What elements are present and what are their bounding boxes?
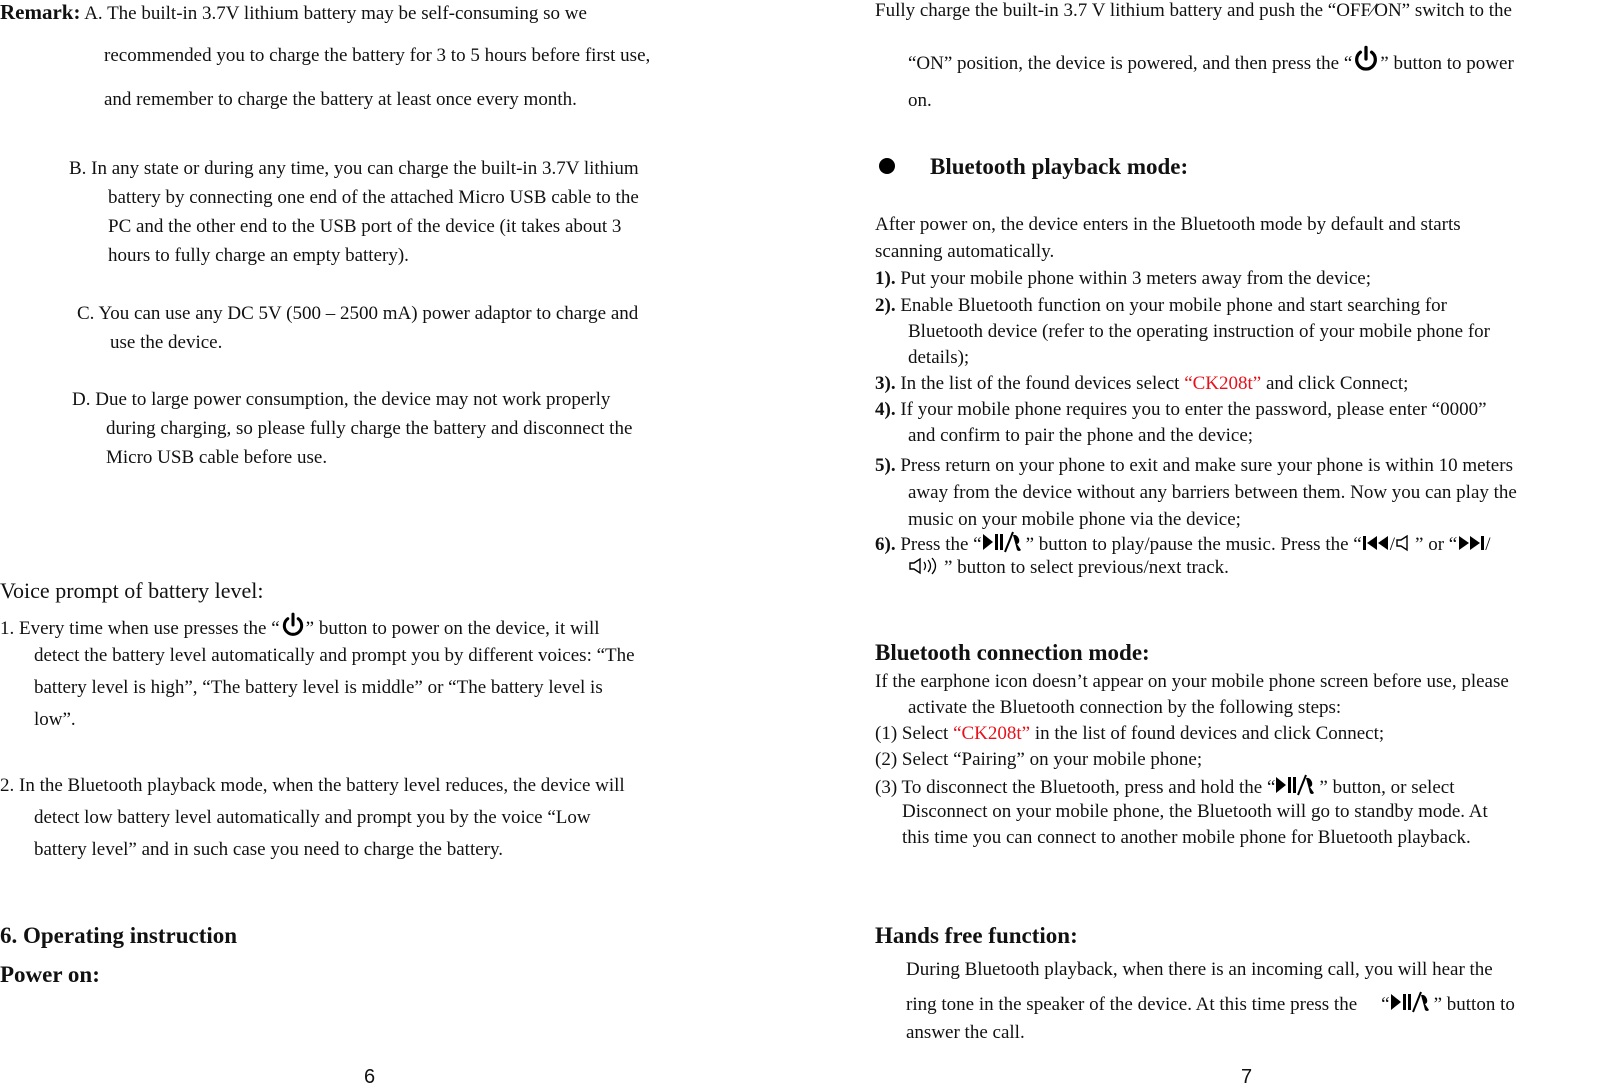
voice-prompt-heading: Voice prompt of battery level: — [0, 578, 264, 603]
previous-track-icon — [1362, 534, 1390, 552]
voice-item2-line2: detect low battery level automatically and prompt you by the voice “Low — [34, 807, 591, 828]
voice-item1-line1: 1. Every time when use presses the “ ” button to power on the device, it will — [0, 612, 600, 640]
device-name-highlight: “CK208t” — [953, 723, 1031, 744]
remark-b-line1: B. In any state or during any time, you can charge the built-in 3.7V lithium — [69, 158, 639, 179]
remark-a-line1: Remark: A. The built-in 3.7V lithium battery may be self-consuming so we — [0, 0, 587, 24]
bt-playback-heading: Bluetooth playback mode: — [930, 154, 1189, 179]
hands-free-line2: ring tone in the speaker of the device. At this time press the “ ” button to — [906, 990, 1515, 1016]
voice-item1-line2: detect the battery level automatically and prompt you by different voices: “The — [34, 645, 635, 666]
remark-label: Remark: — [0, 0, 81, 24]
next-track-icon — [1457, 534, 1485, 552]
bt-intro-line1: After power on, the device enters in the Bluetooth mode by default and starts — [875, 214, 1461, 235]
remark-b-line4: hours to fully charge an empty battery). — [108, 245, 409, 266]
remark-d-line3: Micro USB cable before use. — [106, 447, 328, 468]
conn-step-3-line2: Disconnect on your mobile phone, the Bluetooth will go to standby mode. At — [902, 801, 1488, 822]
play-pause-phone-icon — [1275, 773, 1319, 797]
conn-step-3-line3: this time you can connect to another mobile phone for Bluetooth playback. — [902, 827, 1471, 848]
power-on-heading: Power on: — [0, 962, 100, 987]
bt-step-5-line2: away from the device without any barriers between them. Now you can play the — [908, 482, 1517, 503]
bullet-dot — [879, 158, 895, 174]
remark-c-line1: C. You can use any DC 5V (500 – 2500 mA) power adaptor to charge and — [77, 303, 639, 324]
volume-down-icon — [1395, 534, 1415, 552]
voice-item2-line3: battery level” and in such case you need to charge the battery. — [34, 839, 503, 860]
bt-step-6-line2: ” button to select previous/next track. — [908, 557, 1229, 579]
bt-intro-line2: scanning automatically. — [875, 241, 1055, 262]
conn-step-2: (2) Select “Pairing” on your mobile phone; — [875, 749, 1203, 770]
remark-b-line2: battery by connecting one end of the attached Micro USB cable to the — [108, 187, 639, 208]
remark-b-line3: PC and the other end to the USB port of the device (it takes about 3 — [108, 216, 622, 237]
hands-free-line3: answer the call. — [906, 1022, 1025, 1043]
play-pause-phone-icon — [982, 530, 1026, 554]
voice-item1-line4: low”. — [34, 709, 76, 730]
bt-step-4-line1: 4). If your mobile phone requires you to enter the password, please enter “0000” — [875, 399, 1487, 420]
remark-a-line3: and remember to charge the battery at least once every month. — [104, 89, 577, 110]
remark-d-line1: D. Due to large power consumption, the device may not work properly — [72, 389, 611, 410]
conn-line1: If the earphone icon doesn’t appear on your mobile phone screen before use, please — [875, 671, 1509, 692]
bt-step-5-line1: 5). Press return on your phone to exit and make sure your phone is within 10 meters — [875, 455, 1513, 476]
conn-step-1: (1) Select “CK208t” in the list of found devices and click Connect; — [875, 723, 1385, 744]
conn-line2: activate the Bluetooth connection by the following steps: — [908, 697, 1342, 718]
bt-connection-heading: Bluetooth connection mode: — [875, 640, 1150, 665]
hands-free-line1: During Bluetooth playback, when there is an incoming call, you will hear the — [906, 959, 1493, 980]
power-on-line2: “ON” position, the device is powered, and then press the “ ” button to power — [908, 45, 1514, 75]
section-heading: 6. Operating instruction — [0, 923, 238, 948]
page-number-right: 7 — [1241, 1066, 1253, 1088]
power-icon — [1352, 45, 1380, 73]
power-on-line3: on. — [908, 90, 932, 111]
remark-a-line2: recommended you to charge the battery for 3 to 5 hours before first use, — [104, 45, 651, 66]
remark-d-line2: during charging, so please fully charge the battery and disconnect the — [106, 418, 633, 439]
bt-step-4-line2: and confirm to pair the phone and the device; — [908, 425, 1254, 446]
power-on-line1: Fully charge the built-in 3.7 V lithium battery and push the “OFF⁄ON” switch to the — [875, 0, 1512, 21]
hands-free-heading: Hands free function: — [875, 923, 1078, 948]
remark-c-line2: use the device. — [110, 332, 223, 353]
voice-item2-line1: 2. In the Bluetooth playback mode, when the battery level reduces, the device will — [0, 775, 625, 796]
voice-item1-line3: battery level is high”, “The battery level is middle” or “The battery level is — [34, 677, 603, 698]
bt-step-2-line1: 2). Enable Bluetooth function on your mobile phone and start searching for — [875, 295, 1447, 316]
volume-up-icon — [908, 557, 944, 575]
device-name-highlight: “CK208t” — [1184, 373, 1262, 394]
page-number-left: 6 — [364, 1066, 376, 1088]
bt-step-6-line1: 6). Press the “ ” button to play/pause the music. Press the “ / ” or “ / — [875, 530, 1491, 556]
bt-step-1: 1). Put your mobile phone within 3 meters away from the device; — [875, 268, 1371, 289]
bt-step-3: 3). In the list of the found devices select “CK208t” and click Connect; — [875, 373, 1409, 394]
bt-step-5-line3: music on your mobile phone via the device; — [908, 509, 1241, 530]
conn-step-3-line1: (3) To disconnect the Bluetooth, press and hold the “ ” button, or select — [875, 773, 1454, 799]
power-icon — [280, 612, 306, 638]
play-pause-phone-icon — [1390, 990, 1434, 1014]
bt-step-2-line3: details); — [908, 347, 970, 368]
bt-step-2-line2: Bluetooth device (refer to the operating instruction of your mobile phone for — [908, 321, 1490, 342]
